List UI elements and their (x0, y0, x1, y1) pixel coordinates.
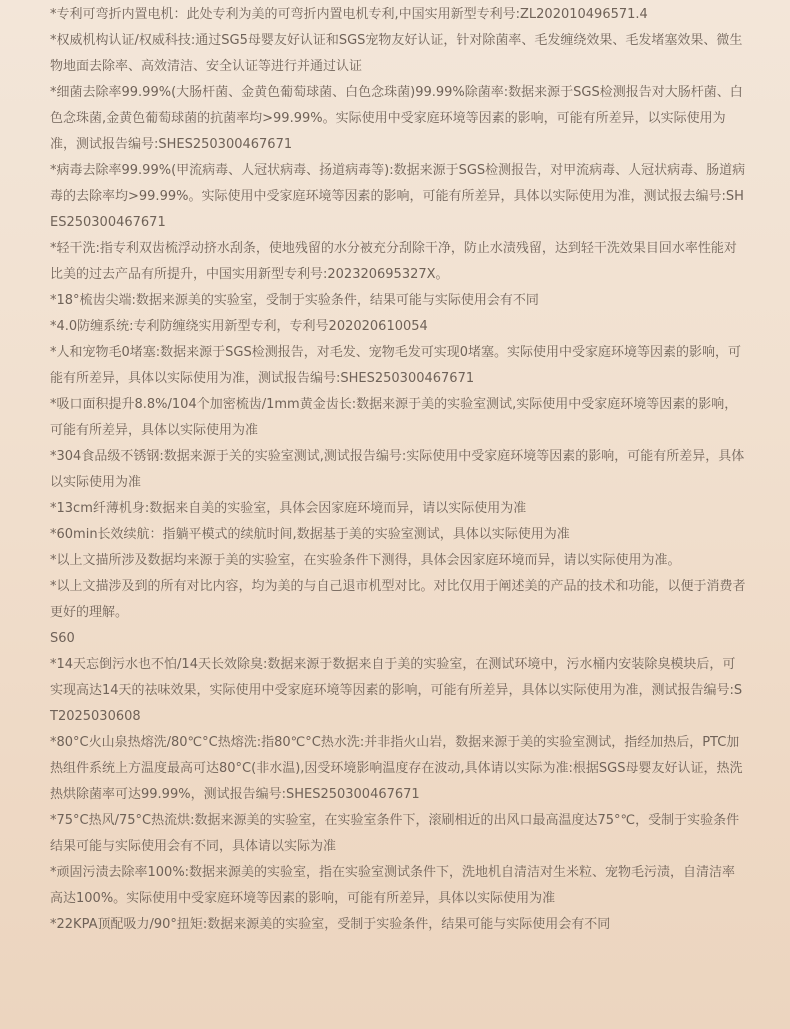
note-bacteria-removal: *细菌去除率99.99%(大肠杆菌、金黄色葡萄球菌、白色念珠菌)99.99%除菌率:数据来源于SGS检测报告对大肠杆菌、白色念珠菌,金黄色葡萄球菌的抗菌率均>99.99%。实际使用中受家庭环境等因素的影响，可能有所差异，以实际使用为准，测试报告编号:SHES250300467671 (50, 85, 743, 152)
note-comparison: *以上文描涉及到的所有对比内容，均为美的与自己退市机型对比。对比仅用于阐述美的产品的技术和功能，以便于消费者更好的理解。 (50, 579, 746, 620)
note-data-source: *以上文描所涉及数据均来源于美的实验室，在实验条件下测得，具体会因家庭环境而异，请以实际使用为准。 (50, 553, 681, 568)
note-stain-removal: *顽固污渍去除率100%:数据来源美的实验室，指在实验室测试条件下，洗地机自清洁对生米粒、宠物毛污渍，自清洁率高达100%。实际使用中受家庭环境等因素的影响，可能有所差异，具体以实际使用为准 (50, 865, 736, 906)
note-suction-power: *22KPA顶配吸力/90°扭矩:数据来源美的实验室，受制于实验条件，结果可能与实际使用会有不同 (50, 917, 611, 932)
disclaimer-notes-section-1 (50, 2, 746, 626)
note-battery-life: *60min长效续航：指躺平模式的续航时间,数据基于美的实验室测试，具体以实际使用为准 (50, 527, 570, 542)
note-virus-removal: *病毒去除率99.99%(甲流病毒、人冠状病毒、扬道病毒等):数据来源于SGS检测报告，对甲流病毒、人冠状病毒、肠道病毒的去除率均>99.99%。实际使用中受家庭环境等因素的影响，可能有所差异，具体以实际使用为准，测试报去编号:SHES250300467671 (50, 163, 746, 230)
model-heading: S60 (50, 631, 75, 646)
note-anti-tangle: *4.0防缠系统:专利防缠绕实用新型专利，专利号202020610054 (50, 319, 428, 334)
disclaimer-notes-section-2 (50, 652, 746, 938)
note-hot-wash: *80°C火山泉热熔洗/80℃°C热熔洗:指80℃°C热水洗:并非指火山岩，数据来源于美的实验室测试，指经加热后，PTC加热组件系统上方温度最高可达80°C(非水温),因受环境影响温度存在波动,具体请以实际为准:根据SGS母婴友好认证，热洗热烘除菌率可达99.99%，测试报告编号:SHES250300467671 (50, 735, 743, 802)
note-certification: *权威机构认证/权威科技:通过SG5母婴友好认证和SGS宠物友好认证，针对除菌率、毛发缠绕效果、毛发堵塞效果、微生物地面去除率、高效清洁、安全认证等进行并通过认证 (50, 33, 743, 74)
note-stainless-steel: *304食品级不锈钢:数据来源于关的实验室测试,测试报告编号:实际使用中受家庭环境等因素的影响，可能有所差异，具体以实际使用为准 (50, 449, 745, 490)
note-hair-no-clog: *人和宠物毛0堵塞:数据来源于SGS检测报告，对毛发、宠物毛发可实现0堵塞。实际使用中受家庭环境等因素的影响，可能有所差异，具体以实际使用为准，测试报告编号:SHES250300467671 (50, 345, 742, 386)
note-slim-body: *13cm纤薄机身:数据来自美的实验室，具体会因家庭环境而异，请以实际使用为准 (50, 501, 527, 516)
note-suction-area: *吸口面积提升8.8%/104个加密梳齿/1mm黄金齿长:数据来源于美的实验室测试,实际使用中受家庭环境等因素的影响，可能有所差异，具体以实际使用为准 (50, 397, 738, 438)
note-patent-motor: *专利可弯折内置电机：此处专利为美的可弯折内置电机专利,中国实用新型专利号:ZL202010496571.4 (50, 7, 648, 22)
note-comb-tip: *18°梳齿尖端:数据来源美的实验室，受制于实验条件，结果可能与实际使用会有不同 (50, 293, 539, 308)
note-deodorize: *14天忘倒污水也不怕/14天长效除臭:数据来源于数据来自于美的实验室，在测试环境中，污水桶内安装除臭模块后，可实现高达14天的祛味效果，实际使用中受家庭环境等因素的影响，可能有所差异，具体以实际使用为准，测试报告编号:ST2025030608 (50, 657, 743, 724)
note-hot-air-dry: *75°C热风/75°C热流烘:数据来源美的实验室，在实验室条件下，滚刷相近的出风口最高温度达75°℃，受制于实验条件结果可能与实际使用会有不同，具体请以实际为准 (50, 813, 740, 854)
note-light-dry-wash: *轻干洗:指专利双齿梳浮动挤水刮条，使地残留的水分被充分刮除干净，防止水渍残留，达到轻干洗效果目回水率性能对比美的过去产品有所提升，中国实用新型专利号:202320695327X。 (50, 241, 737, 282)
